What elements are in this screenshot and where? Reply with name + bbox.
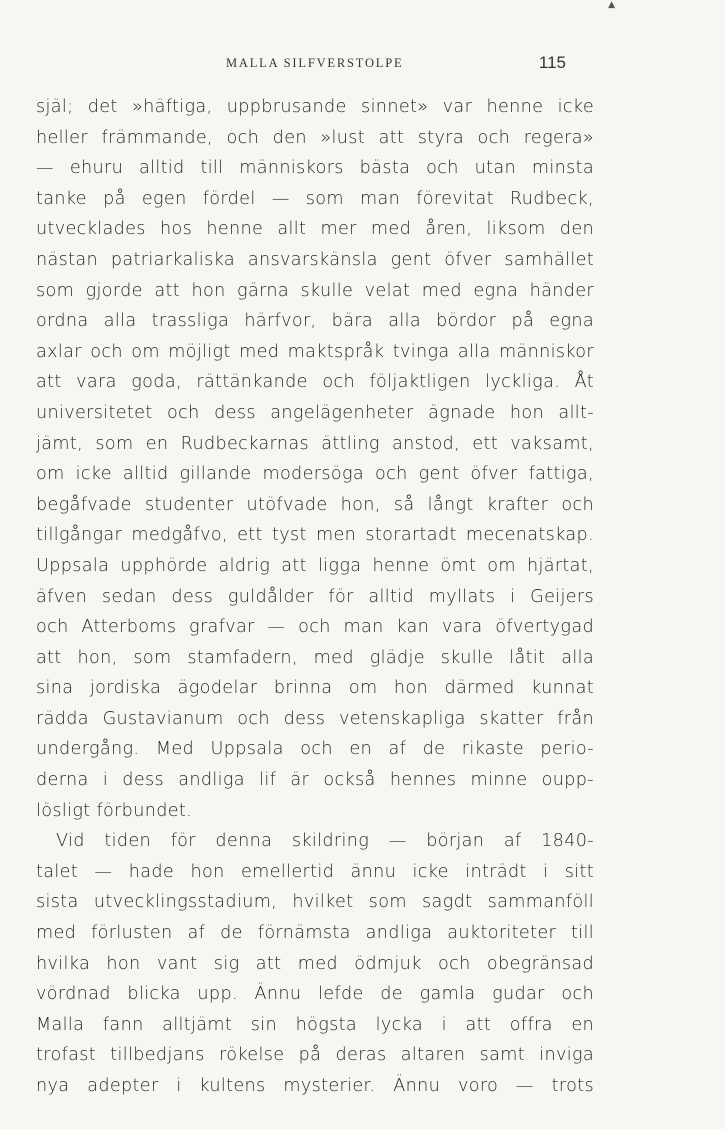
text-line: nya adepter i kultens mysterier. Ännu voro — trots bbox=[36, 1076, 594, 1096]
text-line: och Atterboms grafvar — och man kan vara öfvertygad bbox=[36, 617, 594, 638]
text-line: utvecklades hos henne allt mer med åren, liksom den bbox=[36, 219, 594, 240]
text-line: jämt, som en Rudbeckarnas ättling anstod, ett vaksamt, bbox=[36, 433, 594, 454]
text-line: som gjorde att hon gärna skulle velat med egna händer bbox=[36, 280, 594, 301]
text-line: axlar och om möjligt med maktspråk tvinga alla människor bbox=[36, 341, 594, 362]
text-line: sina jordiska ägodelar brinna om hon därmed kunnat bbox=[36, 678, 594, 699]
text-line: nästan patriarkaliska ansvarskänsla gent öfver samhället bbox=[36, 249, 594, 270]
text-line: Malla fann alltjämt sin högsta lycka i att offra en bbox=[36, 1014, 594, 1035]
body-text bbox=[36, 92, 594, 1102]
text-line: undergång. Med Uppsala och en af de rikaste perio- bbox=[36, 739, 594, 760]
text-line: Uppsala upphörde aldrig att ligga henne ömt om hjärtat, bbox=[36, 555, 594, 576]
text-line: sista utvecklingsstadium, hvilket som sagdt sammanföll bbox=[36, 892, 594, 913]
text-line: äfven sedan dess guldålder för alltid myllats i Geijers bbox=[36, 586, 594, 607]
text-line: trofast tillbedjans rökelse på deras altaren samt inviga bbox=[36, 1045, 594, 1066]
text-line: själ; det »häftiga, uppbrusande sinnet» var henne icke bbox=[36, 97, 594, 117]
text-line: ordna alla trassliga härfvor, bära alla bördor på egna bbox=[36, 311, 594, 332]
text-line: universitetet och dess angelägenheter ägnade hon allt- bbox=[36, 402, 594, 423]
text-line: begåfvade studenter utöfvade hon, så långt krafter och bbox=[36, 494, 594, 515]
text-line: rädda Gustavianum och dess vetenskapliga skatter från bbox=[36, 708, 594, 729]
text-line: Vid tiden för denna skildring — början af 1840- bbox=[56, 831, 594, 852]
text-line: lösligt förbundet. bbox=[36, 800, 193, 821]
text-line: om icke alltid gillande modersöga och gent öfver fattiga, bbox=[36, 464, 594, 485]
text-line: vördnad blicka upp. Ännu lefde de gamla gudar och bbox=[36, 984, 594, 1005]
running-head: MALLA SILFVERSTOLPE bbox=[226, 56, 404, 70]
text-line: tanke på egen fördel — som man förevitat Rudbeck, bbox=[36, 188, 594, 209]
text-line: hvilka hon vant sig att med ödmjuk och obegränsad bbox=[36, 953, 594, 974]
text-line: att hon, som stamfadern, med glädje skulle låtit alla bbox=[36, 647, 594, 668]
page-number: 115 bbox=[538, 53, 566, 72]
text-line: tillgångar medgåfvo, ett tyst men storartadt mecenatskap. bbox=[36, 525, 594, 546]
text-line: — ehuru alltid till människors bästa och utan minsta bbox=[36, 158, 594, 179]
text-line: att vara goda, rättänkande och följaktligen lyckliga. Åt bbox=[36, 372, 594, 393]
corner-mark: ▲ bbox=[608, 0, 615, 10]
text-line: derna i dess andliga lif är också hennes minne oupp- bbox=[36, 770, 594, 791]
page-header bbox=[36, 53, 570, 76]
text-line: talet — hade hon emellertid ännu icke inträdt i sitt bbox=[36, 861, 594, 882]
text-line: heller främmande, och den »lust att styra och regera» bbox=[36, 127, 594, 148]
text-line: med förlusten af de förnämsta andliga auktoriteter till bbox=[36, 923, 594, 944]
